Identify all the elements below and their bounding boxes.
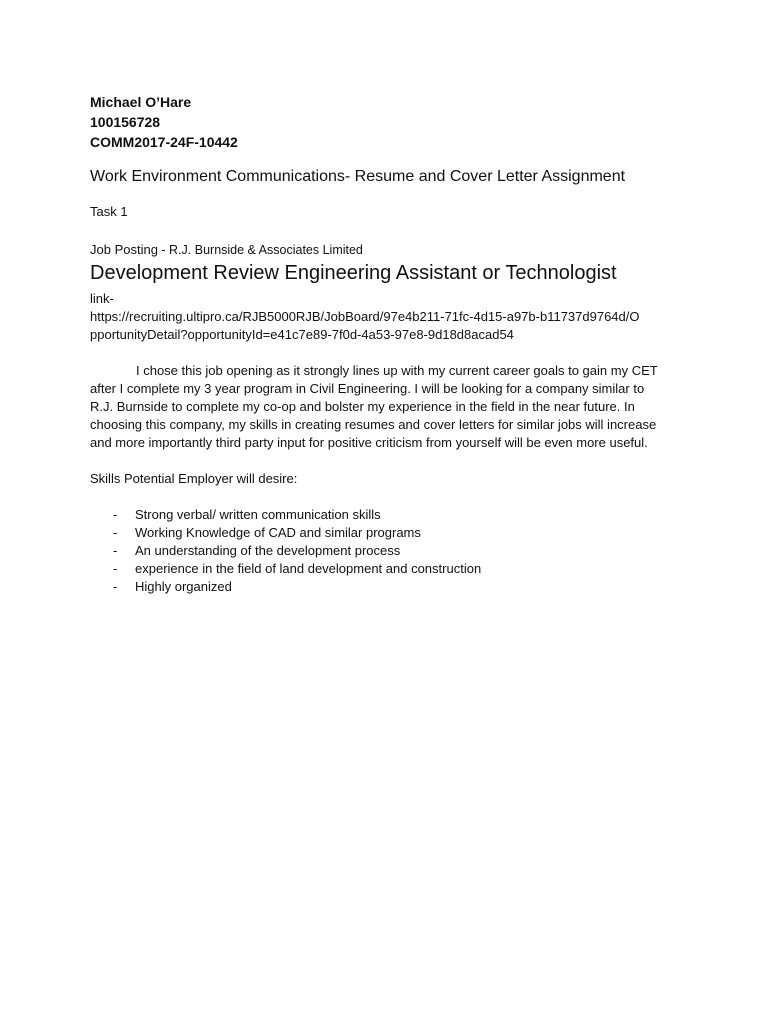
document-page [90, 92, 690, 609]
student-id: 100156728 [90, 114, 161, 130]
job-link[interactable] [90, 290, 680, 344]
list-item-text: An understanding of the development process [135, 543, 401, 558]
list-item [90, 578, 690, 596]
bullet-dash: - [113, 507, 118, 522]
skills-list [90, 506, 690, 596]
job-link-label: link- [90, 291, 114, 306]
job-posting-line [90, 241, 690, 259]
list-item-text: Strong verbal/ written communication skills [135, 507, 381, 522]
list-item [90, 542, 690, 560]
job-link-url-line2[interactable]: pportunityDetail?opportunityId=e41c7e89-7f0d-4a53-97e8-9d18d8acad54 [90, 327, 514, 342]
list-item [90, 524, 690, 542]
bullet-dash: - [113, 579, 118, 594]
author-name: Michael O’Hare [90, 94, 192, 110]
job-posting-separator: - [157, 243, 170, 257]
list-item [90, 560, 690, 578]
body-paragraph [90, 362, 670, 452]
bullet-dash: - [113, 561, 118, 576]
list-item [90, 506, 690, 524]
course-code: COMM2017-24F-10442 [90, 134, 238, 150]
job-title: Development Review Engineering Assistant or Technologist [90, 262, 617, 284]
skills-heading: Skills Potential Employer will desire: [90, 471, 298, 486]
job-posting-company: R.J. Burnside & Associates Limited [169, 243, 363, 257]
document-title: Work Environment Communications- Resume and Cover Letter Assignment [90, 168, 626, 185]
bullet-dash: - [113, 525, 118, 540]
task-label: Task 1 [90, 204, 128, 219]
list-item-text: experience in the field of land development and construction [135, 561, 482, 576]
body-paragraph-text: I chose this job opening as it strongly lines up with my current career goals to gain my CET after I complete my 3 year program in Civil Engineering. I will be looking for a company similar to R.J. Burnside to complete my co-op and bolster my experience in the field in the near future. In choosing this company, my skills in creating resumes and cover letters for similar jobs will increase and more importantly third party input for positive criticism from yourself will be even more useful. [90, 363, 658, 450]
list-item-text: Working Knowledge of CAD and similar programs [135, 525, 421, 540]
job-link-url-line1[interactable]: https://recruiting.ultipro.ca/RJB5000RJB/JobBoard/97e4b211-71fc-4d15-a97b-b11737d9764d/O [90, 309, 640, 324]
list-item-text: Highly organized [135, 579, 232, 594]
job-posting-label: Job Posting [90, 242, 158, 257]
bullet-dash: - [113, 543, 118, 558]
